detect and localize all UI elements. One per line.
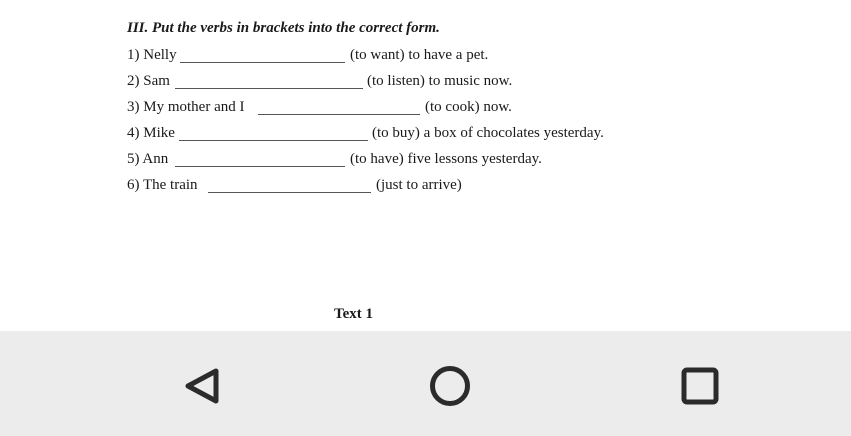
- item-hint: (just to arrive): [376, 177, 462, 193]
- item-hint: (to want) to have a pet.: [350, 47, 489, 63]
- navigation-bar: [0, 331, 851, 436]
- item-label: 1) Nelly: [127, 47, 177, 63]
- item-label: 3) My mother and I: [127, 99, 245, 115]
- item-hint: (to have) five lessons yesterday.: [350, 151, 542, 167]
- item-label: 2) Sam: [127, 73, 170, 89]
- circle-home-icon: [425, 361, 475, 411]
- answer-blank[interactable]: [175, 166, 345, 167]
- item-hint: (to listen) to music now.: [367, 73, 513, 89]
- answer-blank[interactable]: [258, 114, 420, 115]
- item-hint: (to cook) now.: [425, 99, 512, 115]
- answer-blank[interactable]: [180, 62, 345, 63]
- recents-button[interactable]: [675, 361, 725, 411]
- answer-blank[interactable]: [179, 140, 368, 141]
- text-caption: Text 1: [334, 306, 374, 322]
- exercise-heading: III. Put the verbs in brackets into the correct form.: [127, 20, 440, 36]
- item-label: 5) Ann: [127, 151, 169, 167]
- item-label: 4) Mike: [127, 125, 175, 141]
- answer-blank[interactable]: [208, 192, 371, 193]
- item-label: 6) The train: [127, 177, 198, 193]
- answer-blank[interactable]: [175, 88, 363, 89]
- back-button[interactable]: [176, 361, 226, 411]
- home-button[interactable]: [425, 361, 475, 411]
- triangle-back-icon: [176, 361, 226, 411]
- item-hint: (to buy) a box of chocolates yesterday.: [372, 125, 604, 141]
- square-recents-icon: [675, 361, 725, 411]
